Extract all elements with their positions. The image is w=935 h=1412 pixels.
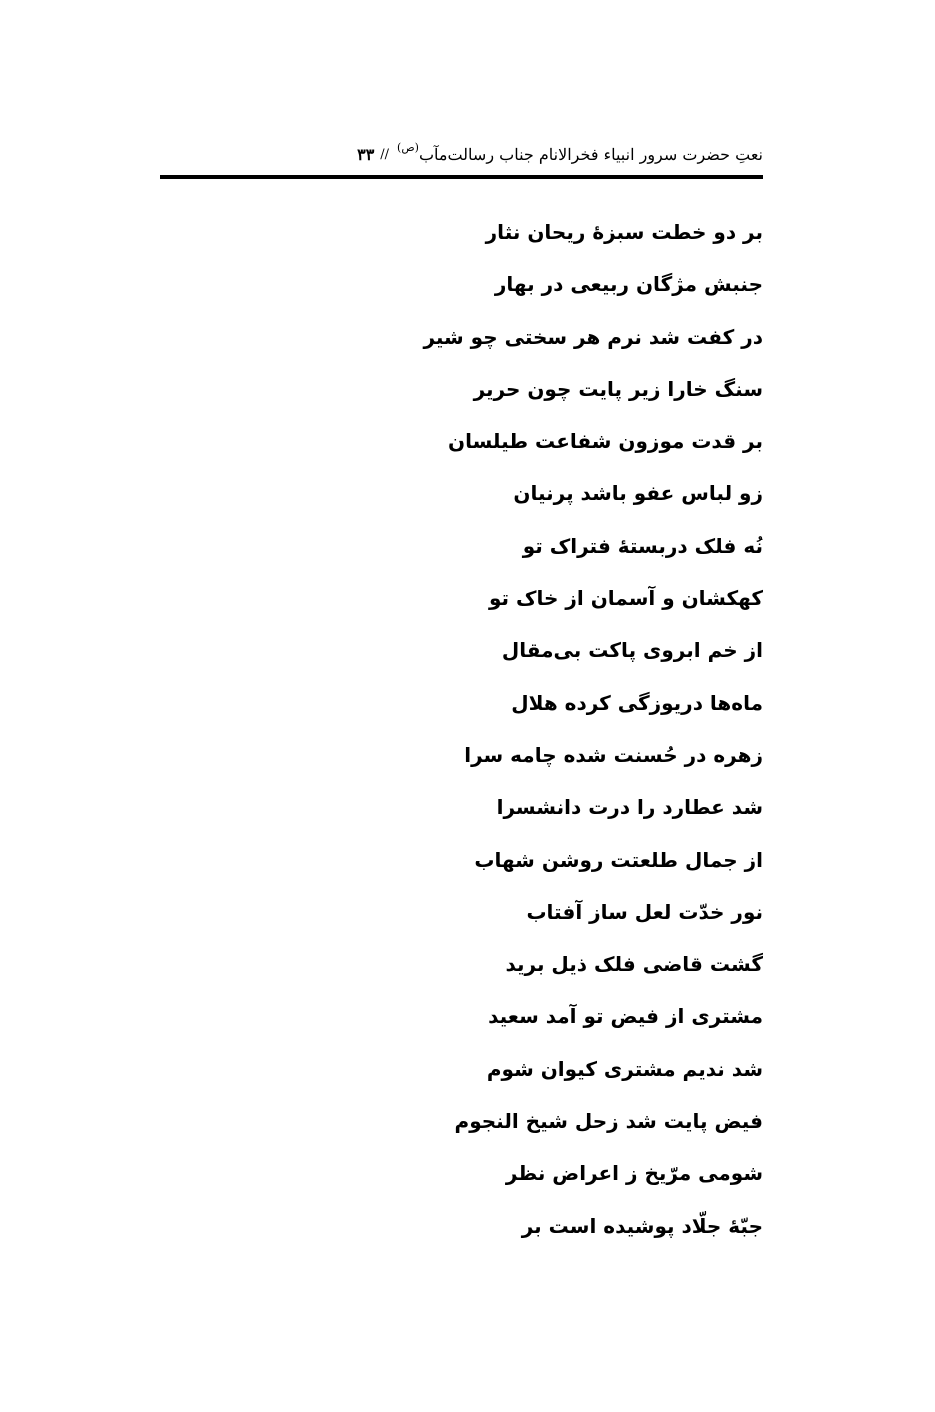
verse-line: سنگ خارا زیر پایت چون حریر: [473, 376, 763, 401]
verse-line: بر قدت موزون شفاعت طیلسان: [448, 429, 763, 454]
verse-line: زهره در حُسنت شده چامه سرا: [464, 742, 763, 767]
verse-line: از جمال طلعتت روشن شهاب: [474, 847, 763, 872]
verse-line: شد عطارد را درت دانشسرا: [496, 795, 763, 820]
verse-line: از خم ابروی پاکت بی‌مقال: [501, 638, 763, 663]
verse-line: شومی مرّیخ ز اعراض نظر: [505, 1161, 763, 1186]
header-separator: //: [380, 146, 390, 162]
header-title: نعتِ حضرت سرور انبیاء فخرالانام جناب رسالت‌مآب: [418, 144, 763, 164]
verse-line: شد ندیم مشتری کیوان شوم: [486, 1056, 763, 1081]
verse-line: مشتری از فیض تو آمد سعید: [488, 1004, 763, 1029]
poem-verses: [163, 206, 763, 1252]
verse-line: بر دو خطت سبزهٔ ریحان نثار: [485, 220, 763, 244]
verse-line: ماه‌ها دریوزگی کرده هلال: [511, 690, 763, 715]
verse-line: در کفت شد نرم هر سختی چو شیر: [423, 324, 763, 349]
page-number: ۳۳: [357, 144, 375, 164]
verse-line: فیض پایت شد زحل شیخ النجوم: [454, 1109, 763, 1134]
running-header: [160, 138, 763, 170]
verse-line: کهکشان و آسمان از خاک تو: [489, 586, 763, 611]
verse-line: نور خدّت لعل ساز آفتاب: [526, 899, 763, 924]
verse-line: زو لباس عفو باشد پرنیان: [513, 481, 763, 506]
verse-line: جنبش مژگان ربیعی در بهار: [494, 272, 763, 297]
verse-line: گشت قاضی فلک ذیل برید: [505, 952, 763, 977]
verse-line: جبّهٔ جلّاد پوشیده است بر: [521, 1213, 763, 1238]
verse-line: نُه فلک دربستهٔ فتراک تو: [522, 533, 763, 558]
header-rule: [160, 175, 763, 179]
header-honorific: (ص): [397, 140, 419, 154]
